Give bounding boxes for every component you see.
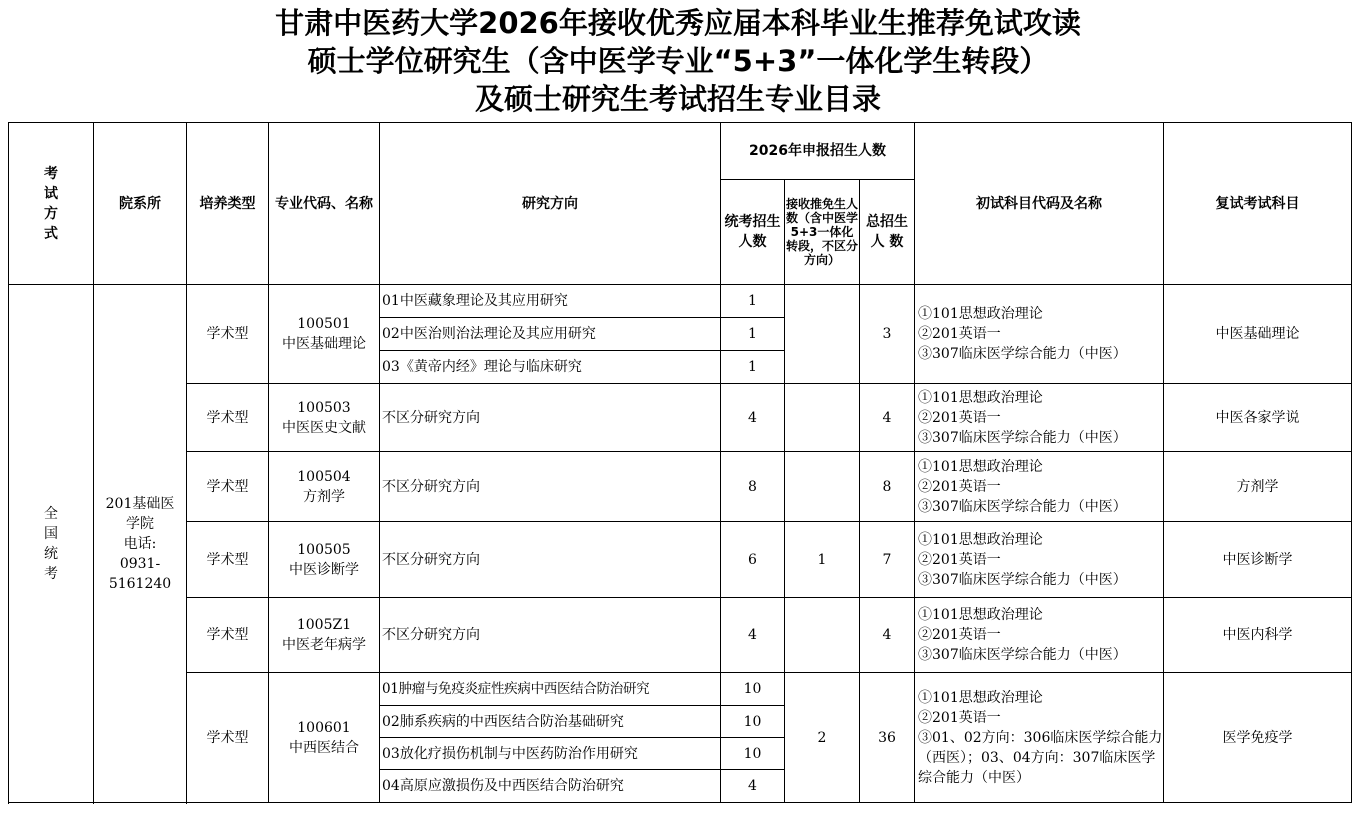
research-direction-cell: 02肺系疾病的中西医结合防治基础研究 [380,706,721,738]
header-department: 院系所 [94,123,187,285]
major-code: 100501 [297,316,351,332]
training-type-cell: 学术型 [187,673,269,803]
subject-line: ①101思想政治理论 [918,531,1043,548]
major-name: 中医医史文献 [282,419,366,436]
subject-line: ①101思想政治理论 [918,689,1043,706]
major-code: 100503 [297,399,351,416]
unified-count-cell: 10 [721,738,785,770]
research-direction-cell: 03放化疗损伤机制与中医药防治作用研究 [380,738,721,770]
page-title-line-2: 硕士学位研究生（含中医学专业“5+3”一体化学生转段） [307,44,1049,78]
subject-line: ②201英语一 [918,478,1001,495]
training-type-cell: 学术型 [187,384,269,452]
subject-line: ③307临床医学综合能力（中医） [918,647,1127,663]
research-direction-cell: 04高原应激损伤及中西医结合防治研究 [380,770,721,803]
major-code: 100504 [297,468,351,485]
total-count-cell: 3 [860,285,915,384]
unified-count-cell: 4 [721,384,785,452]
recommended-count-cell [785,384,860,452]
retest-subject-cell: 中医各家学说 [1164,384,1352,452]
subject-line: ①101思想政治理论 [918,458,1043,475]
research-direction-cell: 不区分研究方向 [380,384,721,452]
major-name: 中医诊断学 [289,561,359,578]
unified-count-cell: 4 [721,770,785,803]
research-direction-cell: 01肿瘤与免疫炎症性疾病中西医结合防治研究 [380,673,721,706]
training-type-cell: 学术型 [187,285,269,384]
initial-subjects-cell [915,522,1164,598]
retest-subject-cell: 方剂学 [1164,452,1352,522]
research-direction-cell: 03《黄帝内经》理论与临床研究 [380,351,721,384]
subject-line: ①101思想政治理论 [918,389,1043,406]
subject-line: ②201英语一 [918,627,1001,643]
unified-count-cell: 10 [721,706,785,738]
training-type-cell: 学术型 [187,452,269,522]
initial-subjects-cell [915,452,1164,522]
retest-subject-cell: 中医内科学 [1164,598,1352,673]
research-direction-cell: 不区分研究方向 [380,522,721,598]
department-name: 201基础医学院 [105,495,175,532]
major-name: 中西医结合 [289,739,359,756]
subject-line: ③307临床医学综合能力（中医） [918,498,1127,515]
retest-subject-cell: 医学免疫学 [1164,673,1352,803]
subject-line: ②201英语一 [918,326,1001,342]
unified-count-cell: 8 [721,452,785,522]
research-direction-cell: 02中医治则治法理论及其应用研究 [380,318,721,351]
subject-line: ②201英语一 [918,709,1001,726]
initial-subjects-cell [915,285,1164,384]
major-name: 中医基础理论 [282,336,366,352]
major-code: 100601 [297,719,351,736]
exam-method-cell: 全国统考 [9,285,94,803]
recommended-count-cell: 1 [785,522,860,598]
research-direction-cell: 01中医藏象理论及其应用研究 [380,285,721,318]
subject-line: ②201英语一 [918,409,1001,426]
subject-line: ①101思想政治理论 [918,607,1043,623]
major-cell [269,384,380,452]
initial-subjects-cell [915,384,1164,452]
unified-count-cell: 10 [721,673,785,706]
unified-count-cell: 1 [721,351,785,384]
subject-line: ③01、02方向：306临床医学综合能力（西医）；03、04方向：307临床医学综合能力（中医） [918,729,1163,786]
unified-count-cell: 1 [721,318,785,351]
major-cell [269,598,380,673]
department-phone-label: 电话: [123,535,157,552]
retest-subject-cell: 中医诊断学 [1164,522,1352,598]
catalog-table [8,122,1352,803]
total-count-cell: 4 [860,384,915,452]
training-type-cell: 学术型 [187,598,269,673]
total-count-cell: 4 [860,598,915,673]
initial-subjects-cell [915,673,1164,803]
major-cell [269,673,380,803]
unified-count-cell: 1 [721,285,785,318]
subject-line: ③307临床医学综合能力（中医） [918,571,1127,588]
page-title-line-1: 甘肃中医药大学2026年接收优秀应届本科毕业生推荐免试攻读 [275,6,1081,40]
header-research-direction: 研究方向 [380,123,721,285]
recommended-count-cell [785,452,860,522]
major-code: 100505 [297,541,351,558]
research-direction-cell: 不区分研究方向 [380,598,721,673]
major-cell [269,522,380,598]
unified-count-cell: 6 [721,522,785,598]
recommended-count-cell [785,598,860,673]
header-enrollment-group: 2026年申报招生人数 [721,123,915,180]
major-name: 方剂学 [303,488,345,505]
header-recommended-count: 接收推免生人数（含中医学5+3一体化转段，不区分方向） [785,180,860,285]
retest-subject-cell: 中医基础理论 [1164,285,1352,384]
major-cell [269,285,380,384]
training-type-cell: 学术型 [187,522,269,598]
recommended-count-cell [785,285,860,384]
subject-line: ①101思想政治理论 [918,306,1043,322]
department-phone: 0931-5161240 [108,555,172,592]
header-major-code-name: 专业代码、名称 [269,123,380,285]
unified-count-cell: 4 [721,598,785,673]
header-total-count: 总招生人 数 [860,180,915,285]
header-initial-exam-subjects: 初试科目代码及名称 [915,123,1164,285]
total-count-cell: 8 [860,452,915,522]
department-cell [94,285,187,803]
header-retest-subjects: 复试考试科目 [1164,123,1352,285]
header-training-type: 培养类型 [187,123,269,285]
research-direction-cell: 不区分研究方向 [380,452,721,522]
major-code: 1005Z1 [296,617,352,633]
header-exam-method: 考试方式 [9,123,94,285]
subject-line: ②201英语一 [918,551,1001,568]
total-count-cell: 7 [860,522,915,598]
initial-subjects-cell [915,598,1164,673]
subject-line: ③307临床医学综合能力（中医） [918,346,1127,362]
page-title-line-3: 及硕士研究生考试招生专业目录 [474,82,881,116]
subject-line: ③307临床医学综合能力（中医） [918,429,1127,446]
major-name: 中医老年病学 [282,637,366,653]
header-unified-exam-count: 统考招生人数 [721,180,785,285]
total-count-cell: 36 [860,673,915,803]
recommended-count-cell: 2 [785,673,860,803]
major-cell [269,452,380,522]
